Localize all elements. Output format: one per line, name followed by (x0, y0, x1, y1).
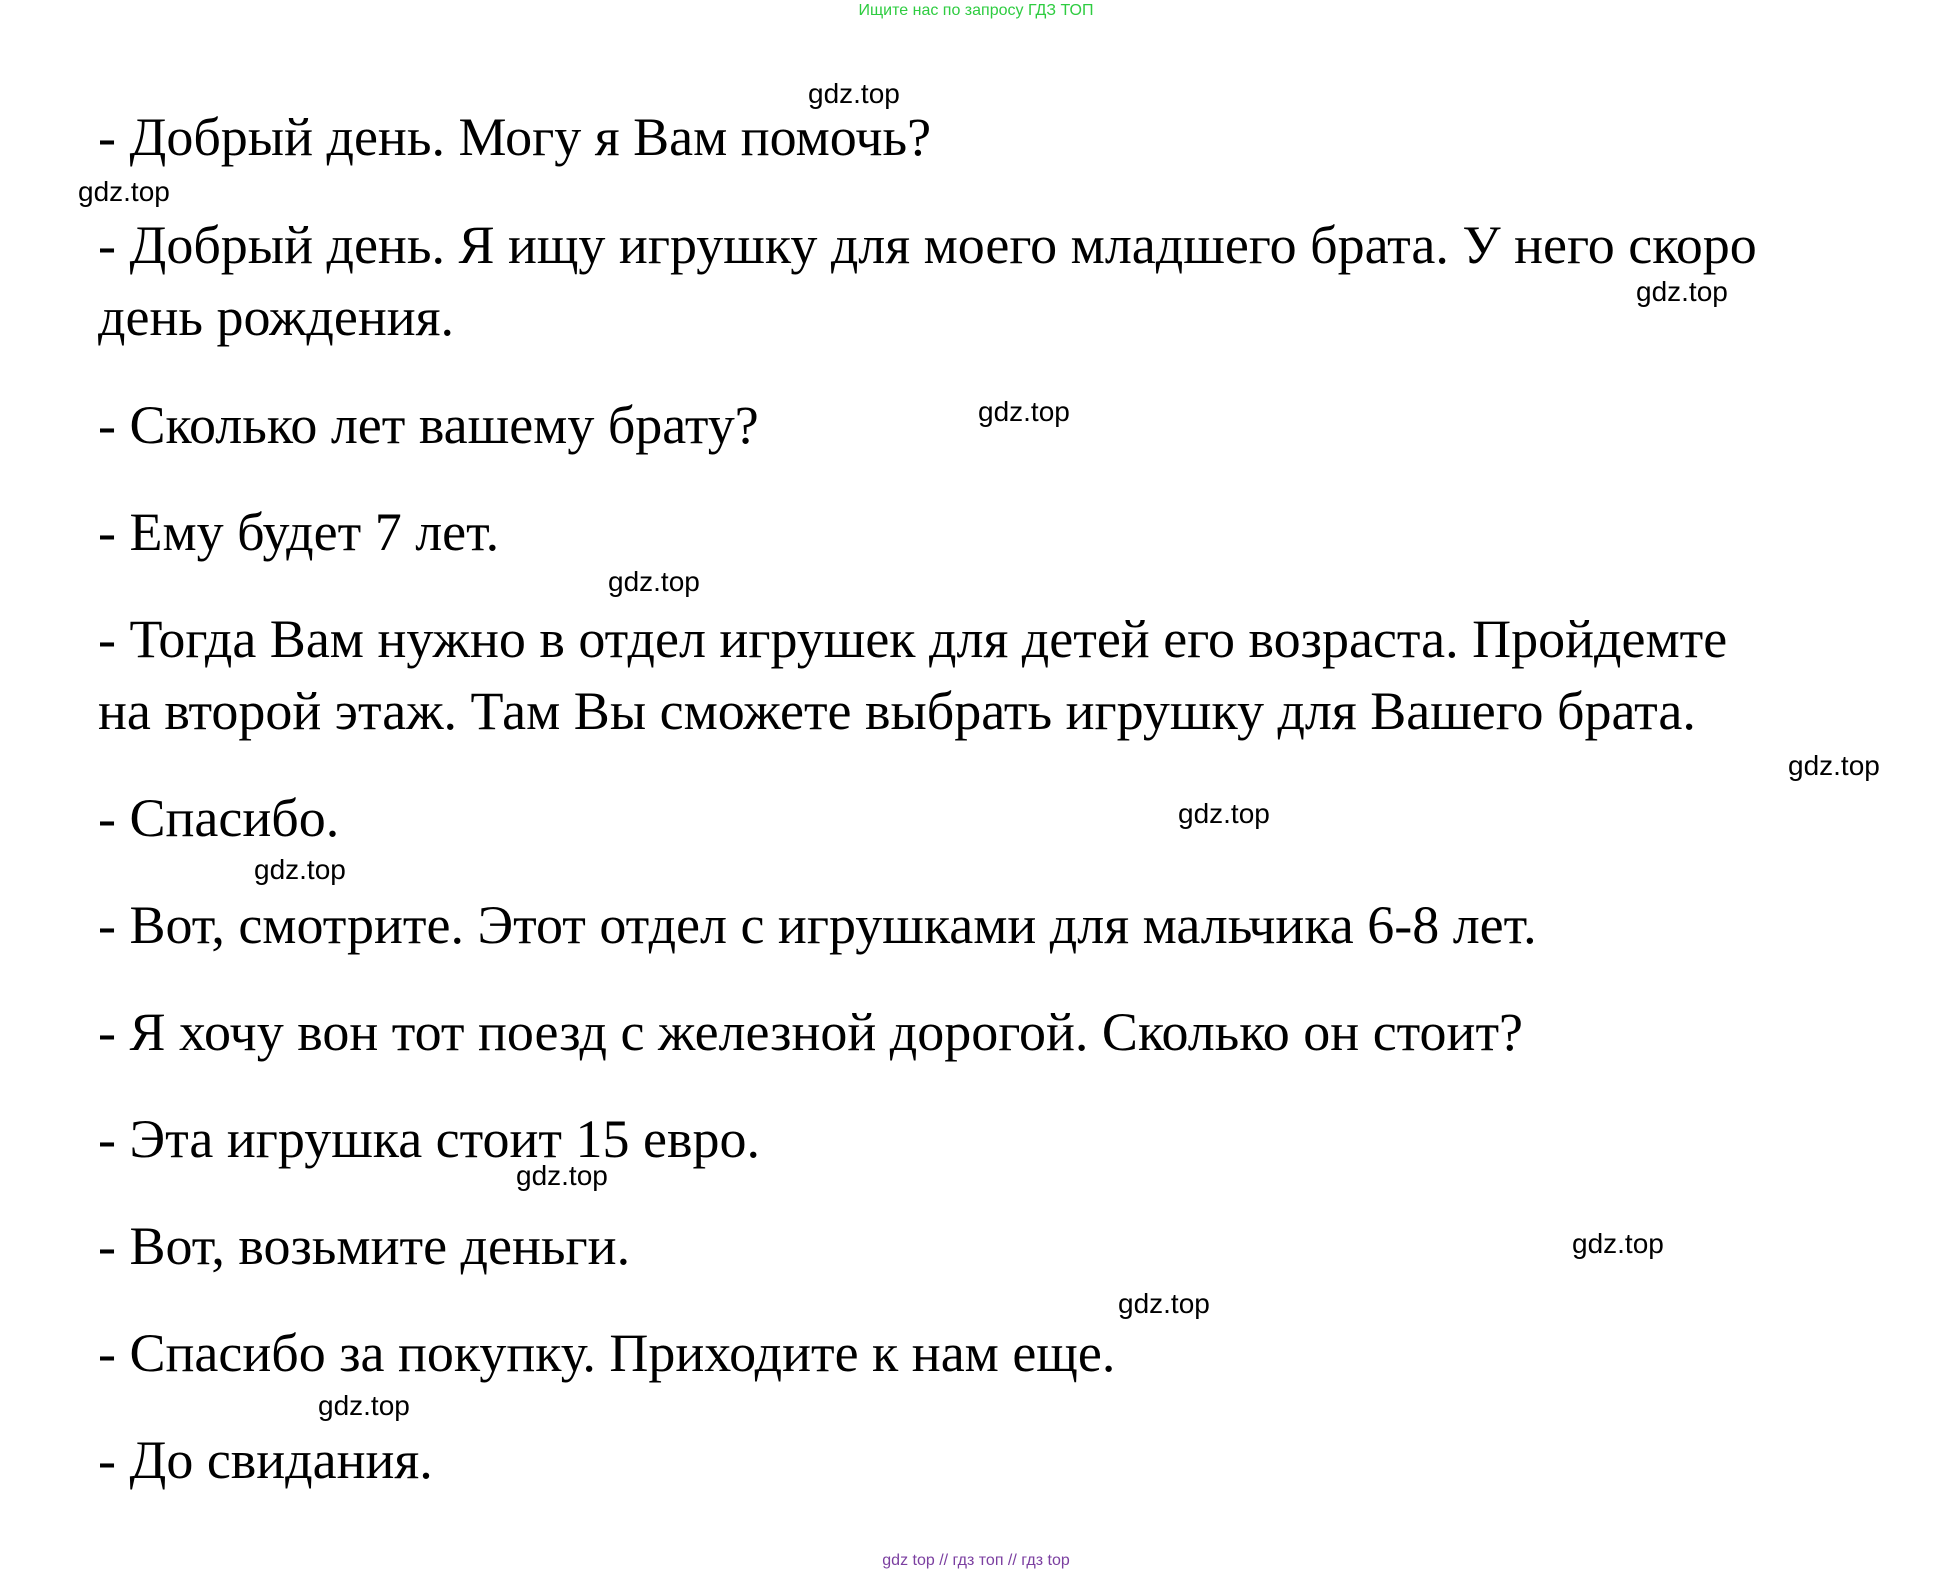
bottom-banner: gdz top // гдз топ // гдз top (882, 1552, 1070, 1569)
dialogue-line: - Спасибо за покупку. Приходите к нам еще. (98, 1323, 1116, 1383)
watermark: gdz.top (1572, 1228, 1664, 1259)
dialogue-line: - Я хочу вон тот поезд с железной дорогой. Сколько он стоит? (98, 1002, 1524, 1062)
watermark: gdz.top (318, 1390, 410, 1421)
watermark: gdz.top (1788, 750, 1880, 781)
watermark: gdz.top (808, 78, 900, 109)
watermark: gdz.top (78, 176, 170, 207)
dialogue-line: день рождения. (98, 287, 455, 347)
dialogue-line: - До свидания. (98, 1430, 433, 1490)
watermark: gdz.top (1636, 276, 1728, 307)
dialogue-line: - Сколько лет вашему брату? (98, 395, 759, 455)
dialogue-line: - Вот, смотрите. Этот отдел с игрушками для мальчика 6-8 лет. (98, 895, 1537, 955)
watermark: gdz.top (1118, 1288, 1210, 1319)
top-banner: Ищите нас по запросу ГДЗ ТОП (858, 2, 1094, 19)
watermark: gdz.top (608, 566, 700, 597)
dialogue-line: - Эта игрушка стоит 15 евро. (98, 1109, 760, 1169)
dialogue-line: - Вот, возьмите деньги. (98, 1216, 631, 1276)
dialogue-line: на второй этаж. Там Вы сможете выбрать игрушку для Вашего брата. (98, 681, 1696, 741)
dialogue-line: - Спасибо. (98, 788, 340, 848)
watermark: gdz.top (516, 1160, 608, 1191)
dialogue-line: - Добрый день. Я ищу игрушку для моего младшего брата. У него скоро (98, 215, 1757, 275)
dialogue-line: - Добрый день. Могу я Вам помочь? (98, 107, 932, 167)
watermark: gdz.top (1178, 798, 1270, 829)
dialogue-line: - Ему будет 7 лет. (98, 502, 500, 562)
watermark: gdz.top (978, 396, 1070, 427)
watermark: gdz.top (254, 854, 346, 885)
dialogue-line: - Тогда Вам нужно в отдел игрушек для детей его возраста. Пройдемте (98, 609, 1728, 669)
